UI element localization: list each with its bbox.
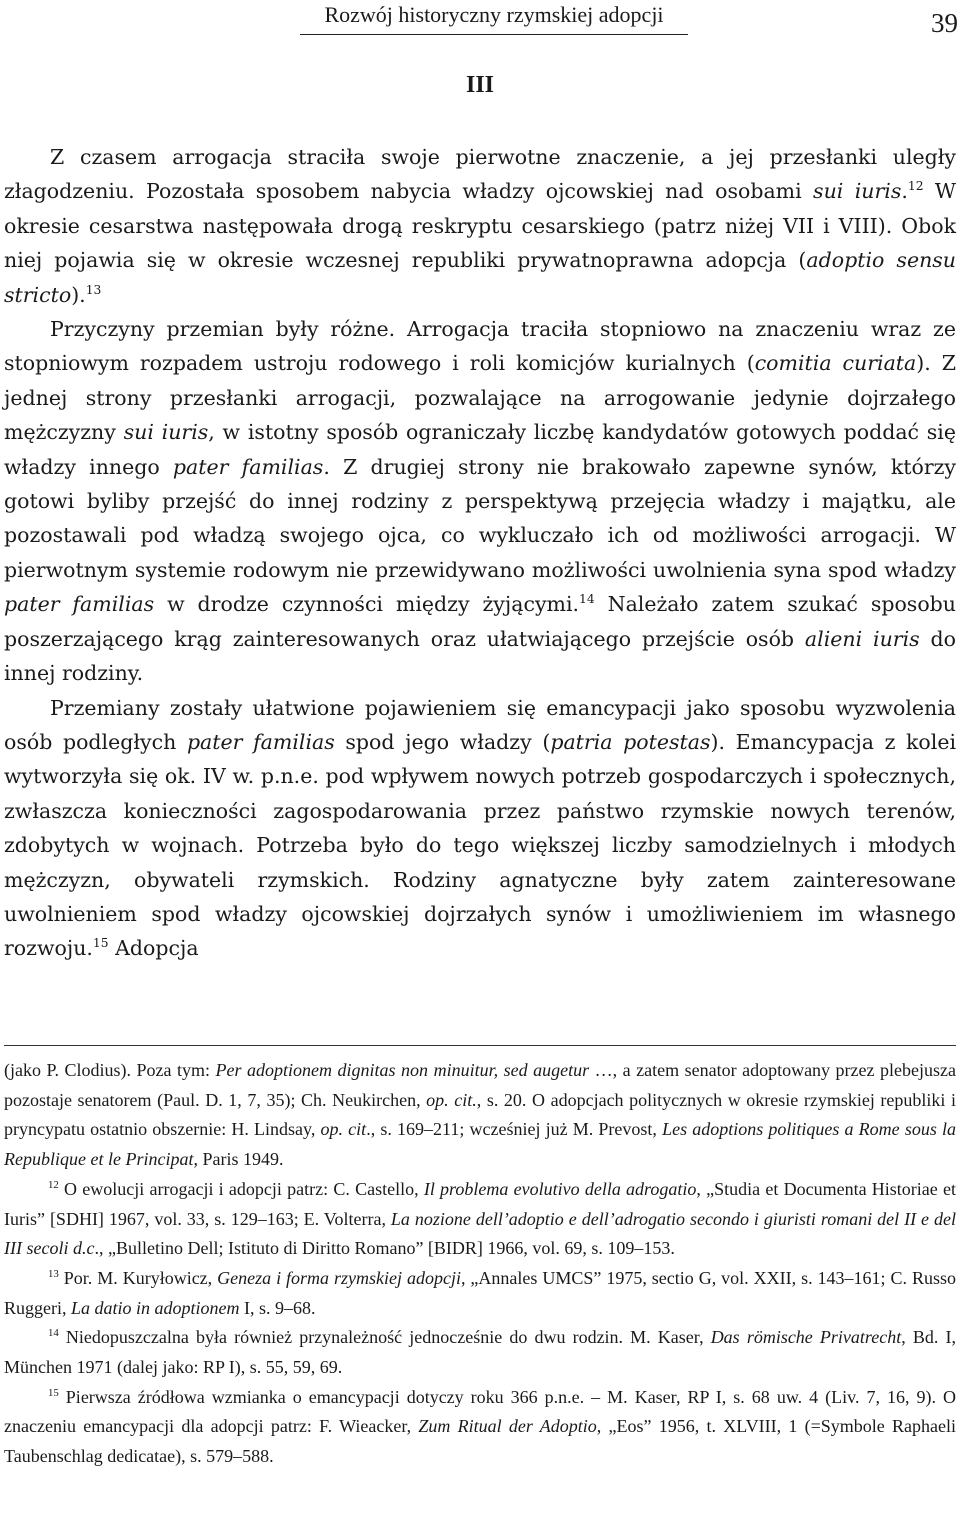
footnotes (4, 1056, 956, 1472)
footnote-separator (4, 1045, 956, 1046)
paragraph-3: Przemiany zostały ułatwione pojawieniem się emancypacji jako sposobu wyzwolenia osób podległych pater familias spod jego władzy (patria potestas). Emancypacja z kolei wytworzyła się ok. IV w. p.n.e. pod wpływem nowych potrzeb gospodarczych i społecznych, zwłaszcza konieczności zagospodarowania przez państwo rzymskie nowych terenów, zdobytych w wojnach. Potrzeba było do tego większej liczby samodzielnych i młodych mężczyzn, obywateli rzymskich. Rodziny agnatyczne były zatem zainteresowane uwolnieniem spod władzy ojcowskiej dojrzałych synów i umożliwieniem im własnego rozwoju.$^{15}$ Adopcja (4, 695, 957, 961)
footnote-ref-12: 12 (907, 179, 924, 194)
footnote-ref-13: 13 (85, 282, 102, 297)
body-text (4, 140, 956, 966)
footnote-14: $^{14}$ Niedopuszczalna była również przynależność jednocześnie do dwu rodzin. M. Kaser, Das römische Privatrecht, Bd. I, München 1971 (dalej jako: RP I), s. 55, 59, 69. (4, 1327, 956, 1378)
paragraph-1: Z czasem arrogacja straciła swoje pierwotne znaczenie, a jej przesłanki uległy złagodzeniu. Pozostała sposobem nabycia władzy ojcowskiej nad osobami sui iuris.$^{12}$ W okresie cesarstwa następowała drogą reskryptu cesarskiego (patrz niżej VII i VIII). Obok niej pojawia się w okresie wczesnej republiki prywatnoprawna adopcja (adoptio sensu stricto).$^{13}$ (4, 145, 957, 307)
footnote-12: $^{12}$ O ewolucji arrogacji i adopcji patrz: C. Castello, Il problema evolutivo della adrogatio, „Studia et Documenta Historiae et Iuris” [SDHI] 1967, vol. 33, s. 129–163; E. Volterra, La nozione dell’adoptio e dell’adrogatio secondo i giuristi romani del II e del III secoli d.c., „Bulletino Dell; Istituto di Diritto Romano” [BIDR] 1966, vol. 69, s. 109–153. (4, 1178, 957, 1259)
footnote-ref-14: 14 (579, 592, 595, 607)
footnote-13: $^{13}$ Por. M. Kuryłowicz, Geneza i forma rzymskiej adopcji, „Annales UMCS” 1975, sectio G, vol. XXII, s. 143–161; C. Russo Ruggeri, La datio in adoptionem I, s. 9–68. (4, 1267, 957, 1318)
section-heading: III (465, 72, 495, 98)
footnote-15: $^{15}$ Pierwsza źródłowa wzmianka o emancypacji dotyczy roku 366 p.n.e. – M. Kaser, RP I, s. 68 uw. 4 (Liv. 7, 16, 9). O znaczeniu emancypacji dla adopcji patrz: F. Wieacker, Zum Ritual der Adoptio, „Eos” 1956, t. XLVIII, 1 (=Symbole Raphaeli Taubenschlag dedicatae), s. 579–588. (4, 1386, 956, 1467)
footnote-continuation: (jako P. Clodius). Poza tym: Per adoptionem dignitas non minuitur, sed augetur …, a zatem senator adoptowany przez plebejusza pozostaje senatorem (Paul. D. 1, 7, 35); Ch. Neukirchen, op. cit., s. 20. O adopcjach politycznych w okresie rzymskiej republiki i pryncypatu ostatnio obszernie: H. Lindsay, op. cit., s. 169–211; wcześniej już M. Prevost, Les adoptions politiques a Rome sous la Republique et le Principat, Paris 1949. (4, 1060, 956, 1170)
page-number: 39 (931, 8, 958, 38)
footnote-ref-15: 15 (92, 936, 109, 951)
running-head: Rozwój historyczny rzymskiej adopcji (300, 0, 688, 35)
paragraph-2: Przyczyny przemian były różne. Arrogacja traciła stopniowo na znaczeniu wraz ze stopniowym rozpadem ustroju rodowego i roli komicjów kurialnych (comitia curiata). Z jednej strony przesłanki arrogacji, pozwalające na arrogowanie jedynie dojrzałego mężczyzny sui iuris, w istotny sposób ograniczały liczbę kandydatów gotowych poddać się władzy innego pater familias. Z drugiej strony nie brakowało zapewne synów, którzy gotowi byliby przejść do innej rodziny z perspektywą przejęcia władzy i majątku, ale pozostawali pod władzą swojego ojca, co wykluczało ich od możliwości arrogacji. W pierwotnym systemie rodowym nie przewidywano możliwości uwolnienia syna spod władzy pater familias w drodze czynności między żyjącymi.$^{14}$ Należało zatem szukać sposobu poszerzającego krąg zainteresowanych oraz ułatwiającego przejście osób alieni iuris do innej rodziny. (4, 317, 956, 686)
